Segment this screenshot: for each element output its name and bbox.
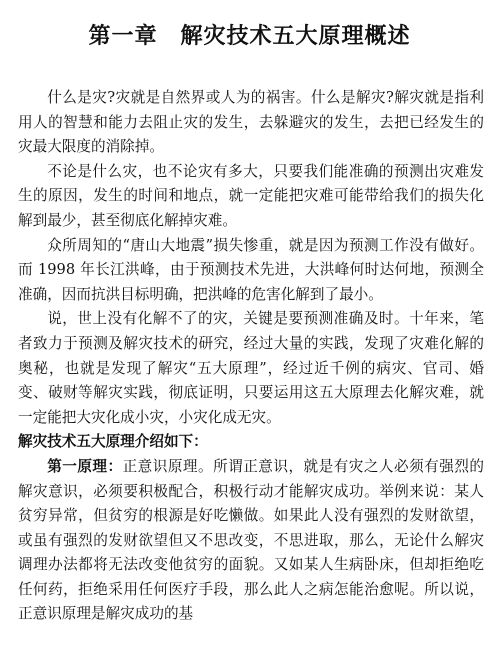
chapter-body — [18, 86, 484, 627]
paragraph-research: 说，世上没有化解不了的灾，关键是要预测准确及时。十年来，笔者致力于预测及解灾技术的研究，经过大量的实践，发现了灾难化解的奥秘，也就是发现了解灾“五大原理”，经过近千例的病灾、官司、婚变、破财等解灾实践，彻底证明，只要运用这五大原理去化解灾难，就一定能把大灾化成小灾，小灾化成无灾。 — [18, 310, 484, 426]
principle-one-text: 正意识原理。所谓正意识，就是有灾之人必须有强烈的解灾意识，必须要积极配合，积极行动才能解灾成功。举例来说：某人贫穷异常，但贫穷的根源是好吃懒做。如果此人没有强烈的发财欲望，或虽有强烈的发财欲望但又不思改变，不思进取，那么，无论什么解灾调理办法都将无法改变他贫穷的面貌。又如某人生病卧床，但却拒绝吃任何药，拒绝采用任何医疗手段，那么此人之病怎能治愈呢。所以说，正意识原理是解灾成功的基 — [18, 457, 484, 623]
paragraph-examples: 众所周知的“唐山大地震”损失惨重，就是因为预测工作没有做好。而 1998 年长江洪峰，由于预测技术先进，大洪峰何时达何地，预测全准确，因而抗洪目标明确，把洪峰的危害化解到了最小。 — [18, 236, 484, 303]
chapter-title: 第一章 解灾技术五大原理概述 — [88, 24, 411, 49]
section-heading: 解灾技术五大原理介绍如下： — [18, 433, 208, 451]
paragraph-definition: 什么是灾?灾就是自然界或人为的祸害。什么是解灾?解灾就是指利用人的智慧和能力去阻止灾的发生，去躲避灾的发生，去把已经发生的灾最大限度的消除掉。 — [18, 89, 484, 156]
paragraph-principle-one — [18, 455, 484, 627]
principle-one-lead: 第一原理： — [47, 457, 123, 475]
paragraph-prediction: 不论是什么灾，也不论灾有多大，只要我们能准确的预测出灾难发生的原因，发生的时间和地点，就一定能把灾难可能带给我们的损失化解到最少，甚至彻底化解掉灾难。 — [18, 162, 484, 229]
